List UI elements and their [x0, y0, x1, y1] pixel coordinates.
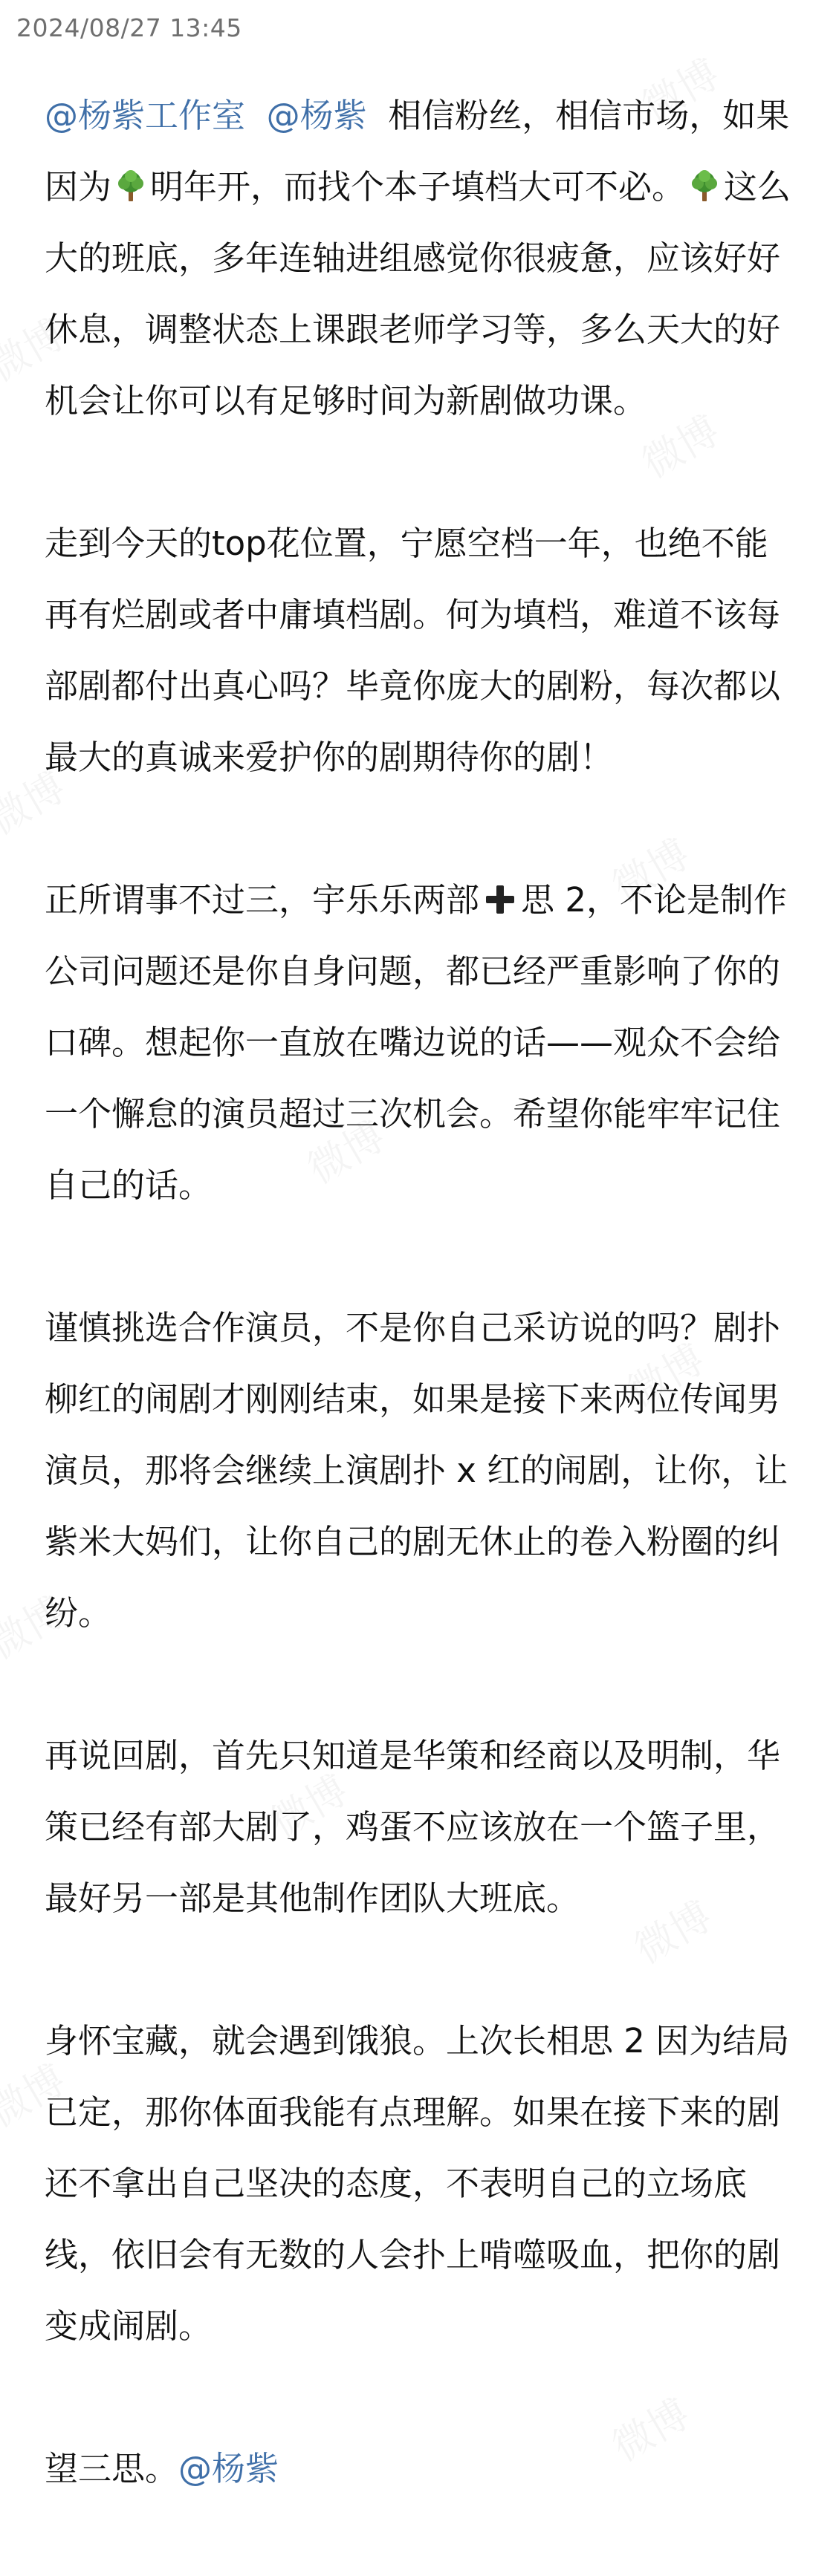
paragraph-text: 望三思。	[45, 2449, 179, 2488]
paragraph-3	[45, 865, 795, 1221]
paragraph-5: 再说回剧，首先只知道是华策和经商以及明制，华策已经有部大剧了，鸡蛋不应该放在一个篮子里，最好另一部是其他制作团队大班底。	[45, 1736, 781, 1918]
paragraph-text: 相信粉丝，相信市场，如果因为	[45, 96, 790, 206]
mention-person-link[interactable]: @杨紫	[178, 2449, 279, 2488]
paragraph-1	[45, 80, 795, 437]
paragraph-text: 思 2，不论是制作公司问题还是你自身问题，都已经严重影响了你的口碑。想起你一直放在嘴边说的话——观众不会给一个懈怠的演员超过三次机会。希望你能牢牢记住自己的话。	[45, 880, 787, 1205]
paragraph-text: 明年开，而找个本子填档大可不必。	[150, 167, 686, 206]
paragraph-7	[45, 2433, 795, 2505]
heavy-plus-emoji-icon	[484, 883, 516, 916]
paragraph-text: 这么大的班底，多年连轴进组感觉你很疲惫，应该好好休息，调整状态上课跟老师学习等，多么天大的好机会让你可以有足够时间为新剧做功课。	[45, 167, 791, 420]
post-body	[45, 80, 795, 2576]
tree-emoji-icon	[113, 169, 149, 204]
mention-person-link[interactable]: @杨紫	[266, 96, 367, 135]
paragraph-2: 走到今天的top花位置，宁愿空档一年，也绝不能再有烂剧或者中庸填档剧。何为填档，难道不该每部剧都付出真心吗？毕竟你庞大的剧粉，每次都以最大的真诚来爱护你的剧期待你的剧！	[45, 524, 781, 777]
mention-studio-link[interactable]: @杨紫工作室	[45, 96, 246, 135]
tree-emoji-icon	[687, 169, 722, 204]
paragraph-6: 身怀宝藏，就会遇到饿狼。上次长相思 2 因为结局已定，那你体面我能有点理解。如果在接下来的剧还不拿出自己坚决的态度，不表明自己的立场底线，依旧会有无数的人会扑上啃噬吸血，把你的剧变成闹剧。	[45, 2021, 790, 2346]
paragraph-4: 谨慎挑选合作演员，不是你自己采访说的吗？剧扑柳红的闹剧才刚刚结束，如果是接下来两位传闻男演员，那将会继续上演剧扑 x 红的闹剧，让你，让紫米大妈们，让你自己的剧无休止的卷入粉圈的纠纷。	[45, 1308, 788, 1633]
post-timestamp: 2024/08/27 13:45	[16, 13, 242, 42]
paragraph-text: 正所谓事不过三，宇乐乐两部	[45, 880, 480, 920]
